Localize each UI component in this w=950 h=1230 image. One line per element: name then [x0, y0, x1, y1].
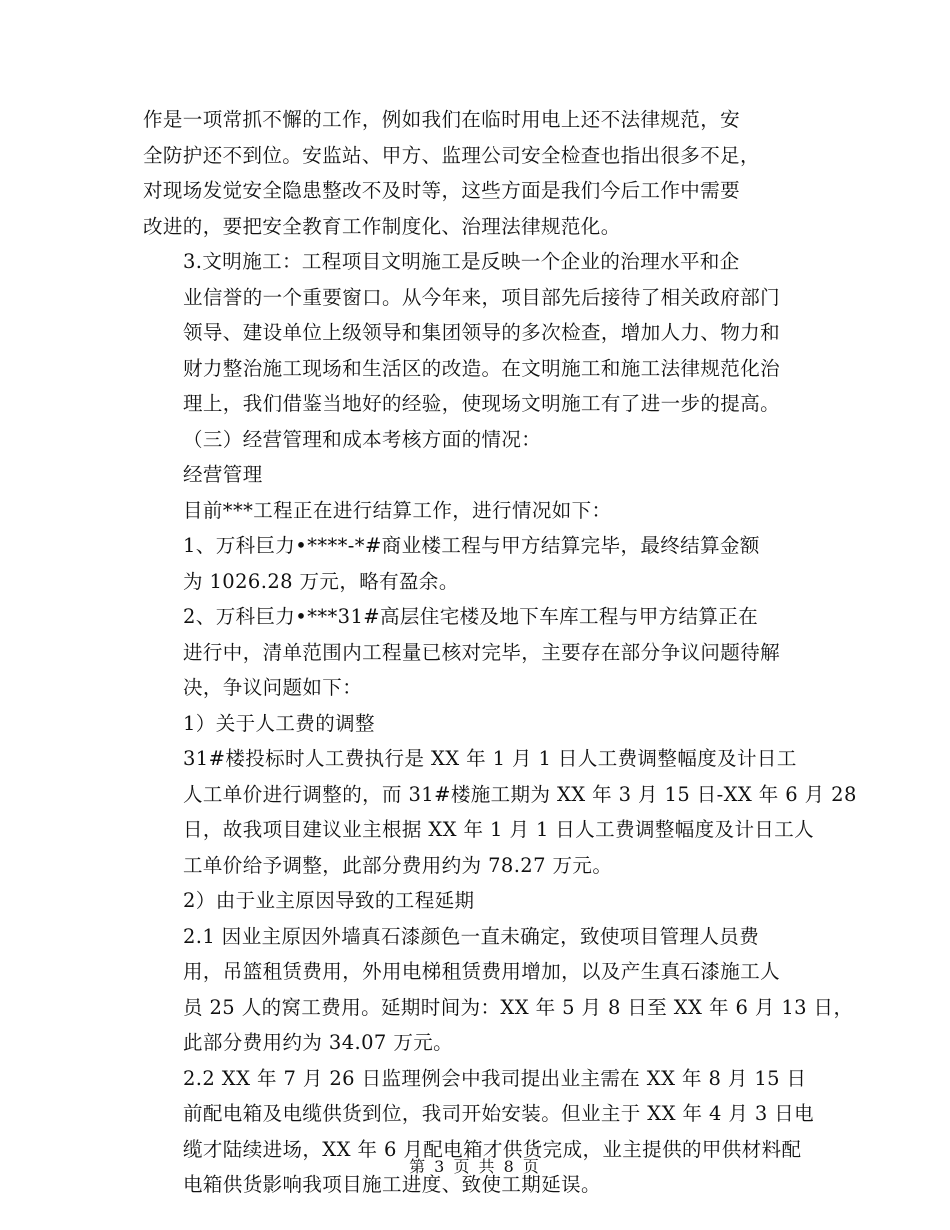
text-line: 31#楼投标时人工费执行是 XX 年 1 月 1 日人工费调整幅度及计日工 [183, 747, 797, 770]
text-line: 目前***工程正在进行结算工作，进行情况如下： [183, 498, 612, 522]
text-line: 工单价给予调整，此部分费用约为 78.27 万元。 [183, 853, 613, 877]
text-line: 日，故我项目建议业主根据 XX 年 1 月 1 日人工费调整幅度及计日工人 [183, 818, 815, 841]
text-line: 2.2 XX 年 7 月 26 日监理例会中我司提出业主需在 XX 年 8 月 15 日 [183, 1066, 807, 1090]
text-line: 财力整治施工现场和生活区的改造。在文明施工和施工法律规范化治 [183, 356, 781, 380]
text-line: 改进的，要把安全教育工作制度化、治理法律规范化。 [143, 214, 621, 238]
text-line: 决，争议问题如下： [183, 676, 363, 699]
text-line: 3.文明施工：工程项目文明施工是反映一个企业的治理水平和企 [183, 250, 740, 273]
text-line: 2.1 因业主原因外墙真石漆颜色一直未确定，致使项目管理人员费 [183, 924, 760, 948]
text-line: 进行中，清单范围内工程量已核对完毕，主要存在部分争议问题待解 [183, 640, 781, 664]
text-line: 1）关于人工费的调整 [183, 711, 375, 735]
paragraph-p10 [143, 883, 813, 919]
paragraph-p5 [143, 493, 813, 529]
text-line: 作是一项常抓不懈的工作，例如我们在临时用电上还不法律规范，安 [143, 108, 741, 131]
text-line: 1、万科巨力•****-*#商业楼工程与甲方结算完毕，最终结算金额 [183, 534, 760, 557]
text-line: 2、万科巨力•***31#高层住宅楼及地下车库工程与甲方结算正在 [183, 605, 759, 628]
paragraph-p2 [143, 244, 813, 422]
text-line: 理上，我们借鉴当地好的经验，使现场文明施工有了进一步的提高。 [183, 392, 781, 415]
text-line: 用，吊篮租赁费用，外用电梯租赁费用增加，以及产生真石漆施工人 [183, 960, 781, 983]
paragraph-p1 [143, 102, 813, 244]
text-line: 此部分费用约为 34.07 万元。 [183, 1031, 454, 1054]
paragraph-p3 [143, 422, 813, 458]
text-line: （三）经营管理和成本考核方面的情况： [183, 427, 542, 451]
paragraph-p12 [143, 1061, 813, 1203]
page-footer: 第 3 页 共 8 页 [409, 1157, 541, 1176]
text-line: 人工单价进行调整的，而 31#楼施工期为 XX 年 3 月 15 日-XX 年 6 月 28 [183, 782, 857, 806]
paragraph-p7 [143, 599, 813, 706]
paragraph-p9 [143, 741, 857, 883]
text-line: 前配电箱及电缆供货到位，我司开始安装。但业主于 XX 年 4 月 3 日电 [183, 1102, 815, 1125]
paragraph-p11 [143, 919, 854, 1061]
text-line: 经营管理 [183, 463, 263, 486]
text-line: 员 25 人的窝工费用。延期时间为：XX 年 5 月 8 日至 XX 年 6 月 13 日， [183, 995, 854, 1019]
text-line: 对现场发觉安全隐患整改不及时等，这些方面是我们今后工作中需要 [143, 179, 741, 202]
paragraph-p4 [143, 457, 813, 493]
text-line: 电箱供货影响我项目施工进度、致使工期延误。 [183, 1173, 601, 1196]
text-line: 领导、建设单位上级领导和集团领导的多次检查，增加人力、物力和 [183, 321, 781, 344]
text-line: 业信誉的一个重要窗口。从今年来，项目部先后接待了相关政府部门 [183, 285, 781, 309]
text-line: 全防护还不到位。安监站、甲方、监理公司安全检查也指出很多不足， [143, 143, 760, 167]
paragraph-p6 [143, 528, 813, 599]
document-body [143, 102, 857, 1203]
text-line: 为 1026.28 万元，略有盈余。 [183, 569, 459, 593]
text-line: 缆才陆续进场，XX 年 6 月配电箱才供货完成，业主提供的甲供材料配 [183, 1137, 802, 1161]
text-line: 2）由于业主原因导致的工程延期 [183, 889, 475, 912]
paragraph-p8 [143, 706, 813, 742]
